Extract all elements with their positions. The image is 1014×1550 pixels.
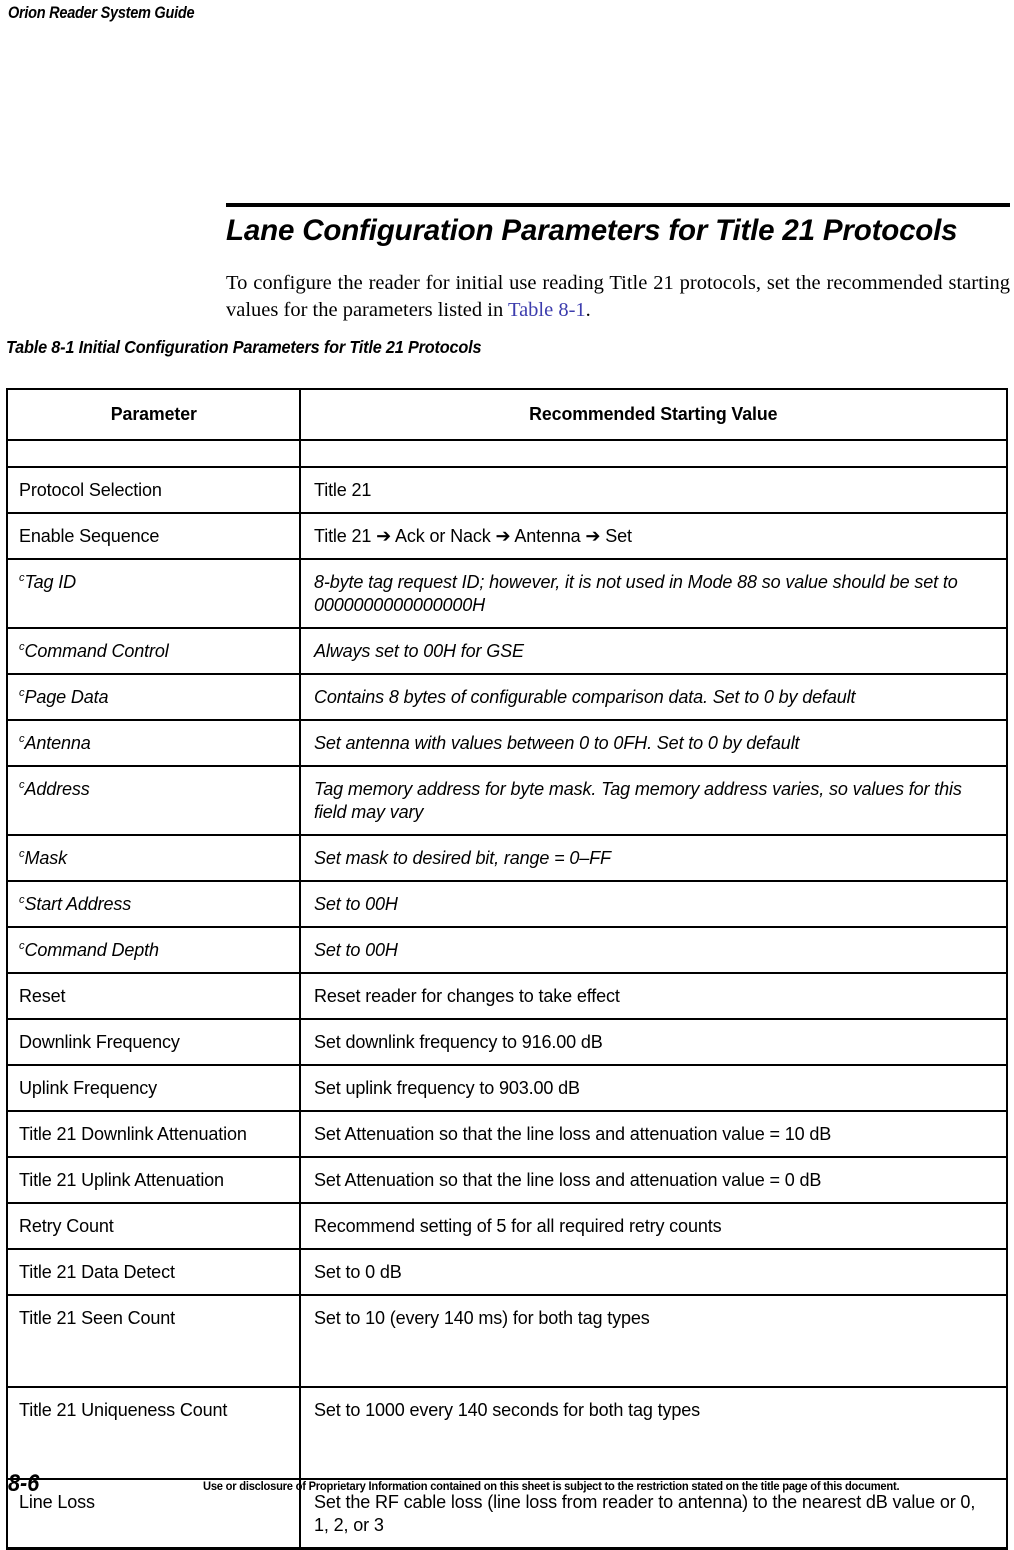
parameter-name: Start Address — [24, 893, 132, 914]
parameter-name: Command Depth — [24, 939, 159, 960]
parameter-name: Enable Sequence — [19, 525, 160, 546]
cell-parameter — [7, 835, 300, 881]
cell-recommended-value — [300, 674, 1007, 720]
recommended-value-text: Contains 8 bytes of configurable comparison data. Set to 0 by default — [314, 686, 856, 707]
recommended-value-text: 8-byte tag request ID; however, it is not used in Mode 88 so value should be set to 0000000000000000H — [314, 571, 958, 615]
cell-recommended-value — [300, 1387, 1007, 1479]
cell-parameter — [7, 674, 300, 720]
running-header: Orion Reader System Guide — [8, 4, 195, 22]
header-rule-cell — [7, 440, 300, 467]
column-header-parameter: Parameter — [7, 389, 300, 440]
parameter-name: Uplink Frequency — [19, 1077, 158, 1098]
section-paragraph — [226, 270, 1010, 324]
parameter-name: Antenna — [24, 732, 91, 753]
table-row — [7, 628, 1007, 674]
parameter-name: Title 21 Uniqueness Count — [19, 1399, 228, 1420]
cell-recommended-value — [300, 559, 1007, 628]
parameter-name: Mask — [24, 847, 67, 868]
cell-recommended-value — [300, 513, 1007, 559]
cell-recommended-value — [300, 1111, 1007, 1157]
recommended-value-text: Title 21 — [314, 479, 372, 500]
cell-parameter — [7, 1019, 300, 1065]
cell-parameter — [7, 1111, 300, 1157]
footnote-marker: c — [19, 686, 25, 699]
cell-parameter — [7, 467, 300, 513]
column-header-recommended-value: Recommended Starting Value — [300, 389, 1007, 440]
header-rule-cell — [300, 440, 1007, 467]
cell-parameter — [7, 1065, 300, 1111]
table-header-row — [7, 389, 1007, 440]
recommended-value-text: Set antenna with values between 0 to 0FH. Set to 0 by default — [314, 732, 800, 753]
cell-parameter — [7, 720, 300, 766]
parameter-name: Page Data — [24, 686, 109, 707]
paragraph-text-before-link: To configure the reader for initial use reading Title 21 protocols, set the recommended starting values for the parameters listed in — [226, 271, 1010, 321]
cell-parameter — [7, 1203, 300, 1249]
paragraph-text-after-link: . — [585, 298, 591, 321]
cell-recommended-value — [300, 1019, 1007, 1065]
page-number: 8-6 — [8, 1470, 40, 1497]
cell-recommended-value — [300, 835, 1007, 881]
parameter-name: Retry Count — [19, 1215, 114, 1236]
recommended-value-text: Set to 10 (every 140 ms) for both tag types — [314, 1307, 650, 1328]
parameter-name: Address — [24, 778, 90, 799]
cell-recommended-value — [300, 628, 1007, 674]
parameter-name: Protocol Selection — [19, 479, 162, 500]
cell-parameter — [7, 766, 300, 835]
parameter-name: Title 21 Downlink Attenuation — [19, 1123, 247, 1144]
page-footer — [0, 1470, 1014, 1510]
table-row — [7, 467, 1007, 513]
recommended-value-text: Set Attenuation so that the line loss and attenuation value = 0 dB — [314, 1169, 822, 1190]
footnote-marker: c — [19, 939, 25, 952]
proprietary-notice: Use or disclosure of Proprietary Information contained on this sheet is subject to the restriction stated on the title page of this document. — [203, 1479, 900, 1493]
footnote-marker: c — [19, 640, 25, 653]
parameter-name: Command Control — [24, 640, 169, 661]
footnote-marker: c — [19, 732, 25, 745]
recommended-value-text: Set the RF cable loss (line loss from reader to antenna) to the nearest dB value or 0, 1, 2, or 3 — [314, 1491, 976, 1535]
recommended-value-text: Set to 00H — [314, 939, 398, 960]
cell-recommended-value — [300, 927, 1007, 973]
table-row — [7, 973, 1007, 1019]
parameter-name: Title 21 Data Detect — [19, 1261, 175, 1282]
recommended-value-text: Set to 1000 every 140 seconds for both tag types — [314, 1399, 701, 1420]
table-row — [7, 766, 1007, 835]
cell-recommended-value — [300, 881, 1007, 927]
table-caption: Table 8-1 Initial Configuration Parameters for Title 21 Protocols — [6, 337, 482, 357]
parameter-name: Line Loss — [19, 1491, 95, 1512]
table-row — [7, 1157, 1007, 1203]
table-row — [7, 1387, 1007, 1479]
cell-recommended-value — [300, 467, 1007, 513]
cell-recommended-value — [300, 1295, 1007, 1387]
table-row — [7, 1065, 1007, 1111]
recommended-value-text: Set mask to desired bit, range = 0–FF — [314, 847, 611, 868]
recommended-value-text: Always set to 00H for GSE — [314, 640, 524, 661]
cell-parameter — [7, 973, 300, 1019]
cell-recommended-value — [300, 720, 1007, 766]
table-row — [7, 1249, 1007, 1295]
cell-parameter — [7, 1249, 300, 1295]
table-cross-reference-link[interactable]: Table 8-1 — [507, 298, 586, 321]
recommended-value-text: Set downlink frequency to 916.00 dB — [314, 1031, 603, 1052]
recommended-value-text: Tag memory address for byte mask. Tag memory address varies, so values for this field may vary — [314, 778, 962, 822]
cell-recommended-value — [300, 1065, 1007, 1111]
cell-parameter — [7, 1157, 300, 1203]
cell-recommended-value — [300, 1249, 1007, 1295]
cell-parameter — [7, 559, 300, 628]
cell-recommended-value — [300, 1203, 1007, 1249]
recommended-value-text: Set to 00H — [314, 893, 398, 914]
recommended-value-text: Title 21 ➔ Ack or Nack ➔ Antenna ➔ Set — [314, 525, 632, 546]
table-container — [6, 388, 1006, 1550]
table-row — [7, 881, 1007, 927]
table-row — [7, 835, 1007, 881]
table-row — [7, 1019, 1007, 1065]
table-row — [7, 720, 1007, 766]
parameter-name: Downlink Frequency — [19, 1031, 180, 1052]
cell-parameter — [7, 628, 300, 674]
table-row — [7, 1111, 1007, 1157]
table-header — [7, 389, 1007, 440]
cell-parameter — [7, 1295, 300, 1387]
table-row — [7, 927, 1007, 973]
footnote-marker: c — [19, 847, 25, 860]
parameter-name: Reset — [19, 985, 66, 1006]
cell-recommended-value — [300, 766, 1007, 835]
table-row — [7, 1203, 1007, 1249]
table-body — [7, 440, 1007, 1549]
table-row — [7, 513, 1007, 559]
cell-recommended-value — [300, 1157, 1007, 1203]
header-double-rule — [7, 440, 1007, 467]
recommended-value-text: Recommend setting of 5 for all required retry counts — [314, 1215, 722, 1236]
parameter-name: Title 21 Uplink Attenuation — [19, 1169, 224, 1190]
cell-parameter — [7, 1387, 300, 1479]
section-rule — [226, 203, 1010, 207]
footnote-marker: c — [19, 778, 25, 791]
recommended-value-text: Set to 0 dB — [314, 1261, 402, 1282]
recommended-value-text: Reset reader for changes to take effect — [314, 985, 620, 1006]
parameter-name: Tag ID — [24, 571, 77, 592]
cell-parameter — [7, 927, 300, 973]
recommended-value-text: Set Attenuation so that the line loss and attenuation value = 10 dB — [314, 1123, 832, 1144]
table-row — [7, 674, 1007, 720]
parameter-name: Title 21 Seen Count — [19, 1307, 175, 1328]
footnote-marker: c — [19, 893, 25, 906]
cell-parameter — [7, 513, 300, 559]
recommended-value-text: Set uplink frequency to 903.00 dB — [314, 1077, 580, 1098]
section-block — [226, 203, 1010, 344]
footnote-marker: c — [19, 571, 25, 584]
configuration-parameters-table — [6, 388, 1008, 1550]
cell-parameter — [7, 881, 300, 927]
section-heading: Lane Configuration Parameters for Title 21 Protocols — [226, 214, 958, 247]
table-row — [7, 559, 1007, 628]
cell-recommended-value — [300, 973, 1007, 1019]
table-row — [7, 1295, 1007, 1387]
